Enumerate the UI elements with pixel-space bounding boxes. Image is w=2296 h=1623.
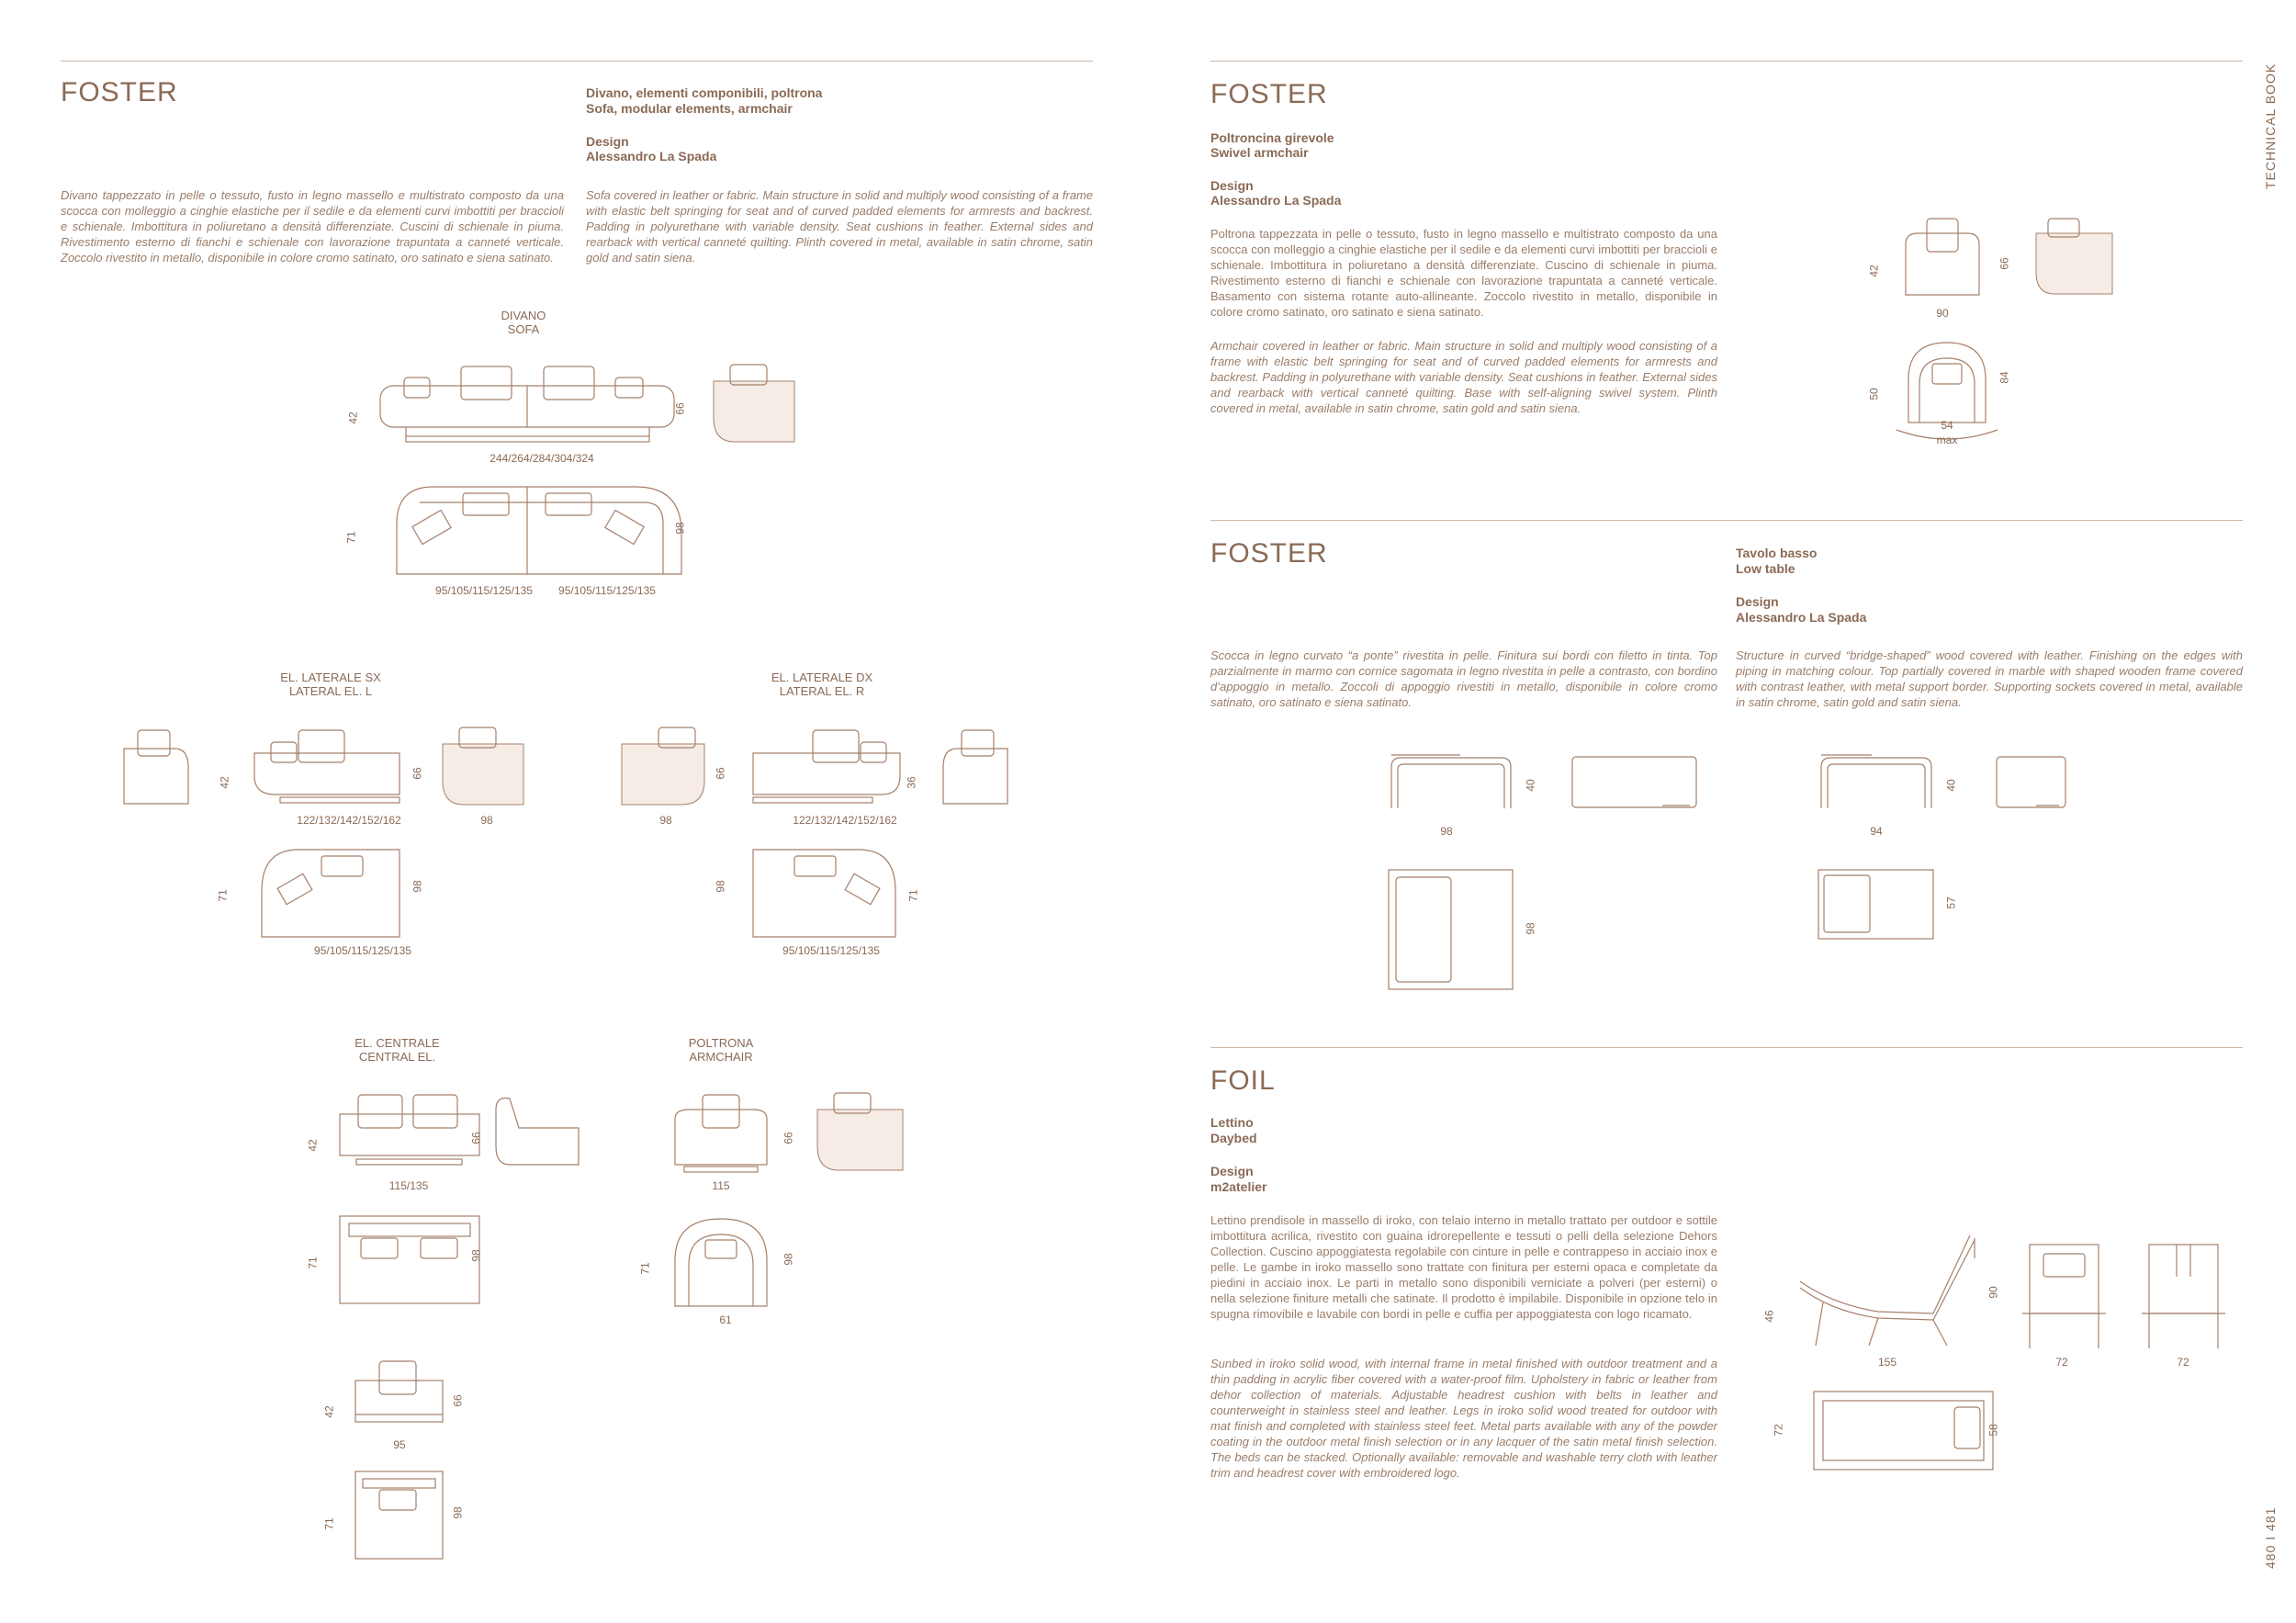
table1-front (1387, 753, 1515, 817)
table1-depth: 98 (1524, 922, 1537, 935)
description-it: Divano tappezzato in pelle o tessuto, fusto in legno massello e multistrato composto da una scocca con molleggio a cinghie elastiche per il sedile e da elementi curvi imbottiti per braccioli e schienale. Imbottitura in poliuretano a densità differenziate. Cuscini di schienale in piuma. Rivestimento esterno di fianchi e schienale con lavorazione trapuntata a canneté verticale. Zoccolo rivestito in metallo, disponibile in colore cromo satinato, oro satinato e siena satinato. (61, 188, 564, 265)
central-top (338, 1214, 485, 1306)
central-label (340, 1036, 455, 1064)
foil-description-it: Lettino prendisole in massello di iroko, con telaio interno in metallo trattato per outdoor e sottile imbottitura acrilica, rivestito con guaina idrorepellente e tessuti o pelli della selezione Dehors Collection. Cuscino appoggiatesta regolabile con cinture in pelle e contrappeso in acciaio inox e pelle. Le gambe in iroko massello sono trattate con finitura per esterni opaca e completate da piedini in acciaio inox. Le parti in metallo sono disponibili verniciate a polveri (per esterni) o nella selezione finiture metalli che satinate. Il prodotto è impilabile. Disponibile in opzione telo in spugna rimovibile e lavabile con bordi in pelle e cuffia per appoggiatesta con logo ricamato. (1210, 1213, 1717, 1321)
foil-height-2: 90 (1986, 1286, 2000, 1299)
sofa-depth-2: 98 (673, 522, 687, 535)
lateral-l-back (441, 726, 533, 808)
foil-design-label: Design (1210, 1164, 1254, 1178)
subtitle-it: Divano, elementi componibili, poltrona (586, 85, 823, 100)
foil-subtitle-en: Daybed (1210, 1131, 1257, 1145)
lateral-r-side: 98 (659, 814, 672, 827)
sofa-label-it: DIVANO (501, 309, 546, 322)
central-depth: 71 (306, 1257, 320, 1269)
design-label: Design (586, 134, 629, 149)
foil-back (2140, 1240, 2232, 1350)
armchair-height: 66 (782, 1132, 795, 1144)
lateral-r-height: 66 (714, 767, 727, 780)
swivel-front (1901, 217, 1984, 299)
lateral-r-seat: 95/105/115/125/135 (782, 944, 880, 957)
sofa-width: 244/264/284/304/324 (490, 452, 594, 465)
foil-length: 155 (1877, 1356, 1897, 1369)
module-top (354, 1470, 445, 1561)
lateral-r-back (617, 726, 709, 808)
sofa-side-drawing (712, 363, 804, 445)
sofa-front-drawing (378, 363, 691, 445)
central-label-en: CENTRAL EL. (358, 1050, 436, 1064)
table-subtitle-it: Tavolo basso (1736, 546, 1818, 560)
sofa-seat-2: 95/105/115/125/135 (558, 584, 656, 597)
module-height-2: 66 (451, 1394, 465, 1407)
armchair-depth-2: 98 (782, 1253, 795, 1266)
lateral-l-top (253, 845, 409, 941)
armchair-label-it: POLTRONA (688, 1036, 754, 1050)
lateral-r-label (748, 671, 895, 698)
swivel-description-it: Poltrona tappezzata in pelle o tessuto, fusto in legno massello e multistrato composto da una scocca con molleggio a cinghie elastiche per il sedile e da elementi curvi imbottiti per braccioli e schienale. Imbottitura in poliuretano a densità differenziate. Cuscino di schienale in piuma. Rivestimento esterno di fianchi e schienale con lavorazione trapuntata a canneté verticale. Basamento con sistema rotante auto-allineante. Zoccolo rivestito in metallo, disponibile in colore cromo satinato, oro satinato e siena satinato. (1210, 227, 1717, 319)
armchair-width: 115 (712, 1179, 730, 1192)
sofa-label (478, 309, 569, 336)
swivel-depth: 50 (1867, 388, 1881, 400)
foil-designer: m2atelier (1210, 1179, 1267, 1194)
swivel-height: 42 (1867, 265, 1881, 277)
module-front (354, 1358, 445, 1431)
table2-top (1817, 868, 1936, 941)
lateral-l-label (257, 671, 404, 698)
swivel-side (2034, 217, 2117, 299)
swivel-title: FOSTER (1210, 79, 1328, 109)
module-depth-2: 98 (451, 1506, 465, 1519)
table-title: FOSTER (1210, 538, 1328, 569)
table-description-en: Structure in curved “bridge-shaped” wood covered with leather. Finishing on the edges with piping in matching colour. Top partially covered in marble with shaped wooden frame covered with contrast leather, with metal support border. Supporting sockets covered in metal, available in satin chrome, satin gold and satin siena. (1736, 648, 2243, 709)
lateral-r-side-a (939, 726, 1012, 808)
page-title: FOSTER (61, 77, 178, 107)
table2-side (1995, 755, 2068, 810)
lateral-l-side-a (119, 726, 193, 808)
rule-foil (1210, 1047, 2243, 1048)
lateral-l-height-2: 66 (411, 767, 424, 780)
sofa-seat-1: 95/105/115/125/135 (435, 584, 533, 597)
table2-width: 94 (1870, 825, 1883, 838)
foil-subtitle-it: Lettino (1210, 1115, 1254, 1130)
table1-height: 40 (1524, 779, 1537, 792)
armchair-depth: 71 (638, 1262, 652, 1275)
central-depth-2: 98 (469, 1249, 483, 1262)
top-rule-left (61, 61, 1093, 62)
module-width: 95 (393, 1438, 406, 1451)
sofa-height: 42 (346, 411, 360, 424)
table-design-label: Design (1736, 594, 1779, 609)
module-depth: 71 (322, 1517, 336, 1530)
lateral-l-label-it: EL. LATERALE SX (280, 671, 381, 684)
foil-depth: 72 (1772, 1424, 1785, 1437)
central-label-it: EL. CENTRALE (355, 1036, 440, 1050)
lateral-r-front (748, 726, 905, 808)
armchair-label (670, 1036, 771, 1064)
central-height: 42 (306, 1139, 320, 1152)
lateral-r-depth: 98 (714, 880, 727, 893)
rule-table (1210, 520, 2243, 521)
lateral-l-side: 98 (480, 814, 493, 827)
table-designer: Alessandro La Spada (1736, 610, 1867, 625)
lateral-r-height-2: 36 (905, 776, 918, 789)
module-height: 42 (322, 1405, 336, 1418)
lateral-l-front (253, 726, 409, 808)
foil-side (1795, 1231, 1979, 1350)
table2-height: 40 (1944, 779, 1958, 792)
swivel-rotation-max: max (1936, 434, 1958, 446)
foil-top (1809, 1387, 2002, 1474)
table-subtitle-en: Low table (1736, 561, 1795, 576)
armchair-front (670, 1091, 771, 1174)
swivel-width: 90 (1936, 307, 1949, 320)
sofa-depth: 71 (344, 531, 358, 544)
swivel-subtitle-en: Swivel armchair (1210, 145, 1309, 160)
table1-top (1387, 868, 1515, 992)
foil-description-en: Sunbed in iroko solid wood, with internal frame in metal finished with outdoor treatment and a thin padding in acrylic fiber covered with a water-proof film. Upholstery in fabric or leather from dehor collection of materials. Adjustable headrest cushion with belts in leather and counterweight in stainless steel and leather. Legs in iroko solid wood treated for outdoor with mat finish and completed with stainless steel feet. Metal parts available with any of the powder coating in the outdoor metal finish selection or in any lacquer of the satin metal finish selection. The beds can be stacked. Optionally available: removable and washable terry cloth with leather trim and headrest cover with embroidered logo. (1210, 1357, 1717, 1480)
lateral-r-label-it: EL. LATERALE DX (771, 671, 873, 684)
sofa-height-2: 66 (673, 402, 687, 415)
lateral-r-top (748, 845, 905, 941)
lateral-l-depth-2: 98 (411, 880, 424, 893)
description-en: Sofa covered in leather or fabric. Main structure in solid and multiply wood consisting of a frame with elastic belt springing for seat and of curved padded elements for armrests and backrest. Padding in polyurethane with variable density. Seat cushions in feather. External sides and rearback with vertical canneté quilting. Plinth covered in metal, available in satin chrome, satin gold and satin siena. (586, 188, 1093, 265)
swivel-height-2: 66 (1998, 257, 2011, 270)
table1-width: 98 (1440, 825, 1453, 838)
lateral-l-height: 42 (218, 776, 231, 789)
swivel-description-en: Armchair covered in leather or fabric. Main structure in solid and multiply wood consisting of a frame with elastic belt springing for seat and of curved padded elements for armrests and backrest. Padding in polyurethane with variable density. Seat cushions in feather. External sides and rearback with vertical canneté quilting. Base with self-aligning swivel system. Plinth covered in metal, available in satin chrome, satin gold and satin siena. (1210, 339, 1717, 415)
table-description-it: Scocca in legno curvato “a ponte” rivestita in pelle. Finitura sui bordi con filetto in tinta. Top parzialmente in marmo con cornice sagomata in legno rivestita in pelle a contrasto, con bordino d’appoggio in metallo. Zoccoli di appoggio rivestiti in metallo, disponibile in colore cromo satinato, oro satinato e siena satinato. (1210, 648, 1717, 709)
lateral-l-label-en: LATERAL EL. L (288, 684, 373, 698)
swivel-width-2: 54 (1941, 419, 1953, 432)
foil-width-back: 72 (2177, 1356, 2189, 1369)
armchair-width-2: 61 (719, 1313, 732, 1326)
central-side (491, 1091, 583, 1174)
swivel-depth-2: 84 (1998, 371, 2011, 384)
armchair-side (816, 1091, 907, 1174)
lateral-l-seat: 95/105/115/125/135 (314, 944, 411, 957)
central-front (338, 1091, 485, 1174)
lateral-l-width: 122/132/142/152/162 (297, 814, 401, 827)
subtitle-en: Sofa, modular elements, armchair (586, 101, 793, 116)
foil-width-front: 72 (2055, 1356, 2068, 1369)
lateral-r-depth-2: 71 (906, 889, 920, 902)
table1-side (1570, 755, 1699, 810)
top-rule-right (1210, 61, 2243, 62)
swivel-subtitle-it: Poltroncina girevole (1210, 130, 1334, 145)
swivel-designer: Alessandro La Spada (1210, 193, 1342, 208)
table2-depth: 57 (1944, 896, 1958, 909)
armchair-label-en: ARMCHAIR (689, 1050, 753, 1064)
sidebar-label: TECHNICAL BOOK (2263, 62, 2278, 189)
foil-front (2020, 1240, 2112, 1350)
swivel-design-label: Design (1210, 178, 1254, 193)
lateral-r-label-en: LATERAL EL. R (779, 684, 865, 698)
page-numbers: 480 I 481 (2263, 1506, 2278, 1569)
designer-name: Alessandro La Spada (586, 149, 717, 163)
sofa-top-drawing (378, 482, 691, 583)
lateral-l-depth: 71 (216, 889, 230, 902)
foil-depth-2: 58 (1986, 1424, 2000, 1437)
sofa-label-en: SOFA (507, 322, 540, 336)
central-height-2: 66 (469, 1132, 483, 1144)
armchair-top (670, 1214, 771, 1311)
foil-title: FOIL (1210, 1065, 1276, 1096)
foil-height: 46 (1762, 1310, 1776, 1323)
table2-front (1817, 753, 1936, 817)
central-width: 115/135 (388, 1179, 429, 1192)
lateral-r-width: 122/132/142/152/162 (793, 814, 897, 827)
